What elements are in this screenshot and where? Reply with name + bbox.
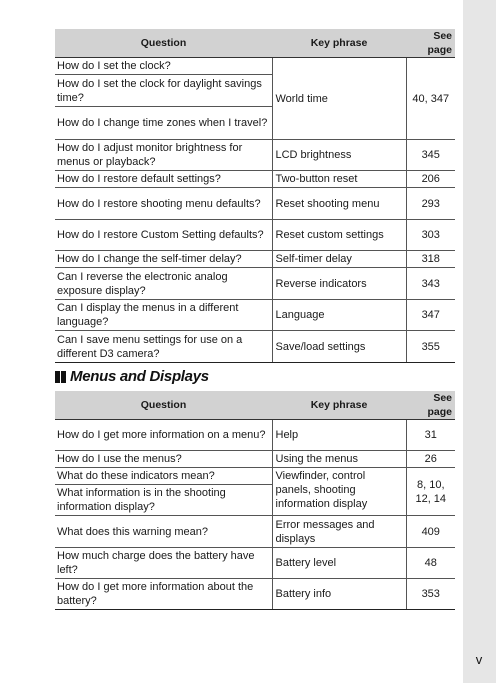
key-phrase-link[interactable]: Reset custom settings xyxy=(272,220,406,251)
table-row xyxy=(55,140,455,171)
question-cell: How do I change time zones when I travel? xyxy=(55,107,272,140)
page-reference[interactable]: 343 xyxy=(406,268,455,300)
key-phrase-link[interactable]: Viewfinder, control panels, shooting information display xyxy=(272,468,406,516)
header-see-page: See page xyxy=(406,391,455,420)
key-phrase-link[interactable]: Language xyxy=(272,300,406,331)
table-header-row xyxy=(55,29,455,58)
table-header-row xyxy=(55,391,455,420)
question-table-general xyxy=(55,29,455,363)
table-row xyxy=(55,451,455,468)
table-row xyxy=(55,548,455,579)
table-row xyxy=(55,331,455,363)
page-reference[interactable]: 48 xyxy=(406,548,455,579)
key-phrase-link[interactable]: Battery info xyxy=(272,579,406,610)
page-reference[interactable]: 409 xyxy=(406,516,455,548)
header-see-page: See page xyxy=(406,29,455,58)
page-reference[interactable]: 31 xyxy=(406,420,455,451)
page-reference[interactable]: 353 xyxy=(406,579,455,610)
page-reference[interactable]: 345 xyxy=(406,140,455,171)
section-heading xyxy=(55,368,209,385)
question-cell: What information is in the shooting information display? xyxy=(55,485,272,516)
header-question: Question xyxy=(55,29,272,58)
table-row xyxy=(55,220,455,251)
page-reference[interactable]: 293 xyxy=(406,188,455,220)
question-cell: How do I set the clock? xyxy=(55,58,272,75)
key-phrase-link[interactable]: Two-button reset xyxy=(272,171,406,188)
header-question: Question xyxy=(55,391,272,420)
question-cell: Can I reverse the electronic analog exposure display? xyxy=(55,268,272,300)
key-phrase-link[interactable]: Error messages and displays xyxy=(272,516,406,548)
page-reference[interactable]: 318 xyxy=(406,251,455,268)
section-marker-icon xyxy=(55,371,67,383)
page-reference[interactable]: 303 xyxy=(406,220,455,251)
page-reference[interactable]: 26 xyxy=(406,451,455,468)
table-row xyxy=(55,468,455,485)
table-row xyxy=(55,171,455,188)
page-number: v xyxy=(475,652,483,667)
question-cell: How do I set the clock for daylight savings time? xyxy=(55,75,272,107)
header-key-phrase: Key phrase xyxy=(272,29,406,58)
table-row xyxy=(55,268,455,300)
question-cell: How do I restore shooting menu defaults? xyxy=(55,188,272,220)
table-row xyxy=(55,251,455,268)
key-phrase-link[interactable]: Using the menus xyxy=(272,451,406,468)
key-phrase-link[interactable]: World time xyxy=(272,58,406,140)
question-cell: Can I save menu settings for use on a different D3 camera? xyxy=(55,331,272,363)
question-cell: How do I restore default settings? xyxy=(55,171,272,188)
table-row xyxy=(55,58,455,75)
key-phrase-link[interactable]: Self-timer delay xyxy=(272,251,406,268)
table-row xyxy=(55,188,455,220)
question-cell: How do I get more information on a menu? xyxy=(55,420,272,451)
key-phrase-link[interactable]: LCD brightness xyxy=(272,140,406,171)
side-tab xyxy=(463,0,496,683)
key-phrase-link[interactable]: Help xyxy=(272,420,406,451)
question-cell: What do these indicators mean? xyxy=(55,468,272,485)
key-phrase-link[interactable]: Save/load settings xyxy=(272,331,406,363)
question-cell: How do I get more information about the battery? xyxy=(55,579,272,610)
header-key-phrase: Key phrase xyxy=(272,391,406,420)
question-cell: Can I display the menus in a different language? xyxy=(55,300,272,331)
question-cell: How do I change the self-timer delay? xyxy=(55,251,272,268)
page-reference[interactable]: 8, 10, 12, 14 xyxy=(406,468,455,516)
question-cell: How do I restore Custom Setting defaults? xyxy=(55,220,272,251)
section-title: Menus and Displays xyxy=(70,368,209,385)
question-cell: How do I use the menus? xyxy=(55,451,272,468)
table-row xyxy=(55,300,455,331)
table-row xyxy=(55,420,455,451)
key-phrase-link[interactable]: Reverse indicators xyxy=(272,268,406,300)
question-cell: What does this warning mean? xyxy=(55,516,272,548)
page-reference[interactable]: 347 xyxy=(406,300,455,331)
table-row xyxy=(55,516,455,548)
key-phrase-link[interactable]: Battery level xyxy=(272,548,406,579)
page-reference[interactable]: 355 xyxy=(406,331,455,363)
table-row xyxy=(55,579,455,610)
question-cell: How much charge does the battery have left? xyxy=(55,548,272,579)
page-reference[interactable]: 40, 347 xyxy=(406,58,455,140)
key-phrase-link[interactable]: Reset shooting menu xyxy=(272,188,406,220)
question-table-menus-displays xyxy=(55,391,455,610)
page-reference[interactable]: 206 xyxy=(406,171,455,188)
question-cell: How do I adjust monitor brightness for menus or playback? xyxy=(55,140,272,171)
